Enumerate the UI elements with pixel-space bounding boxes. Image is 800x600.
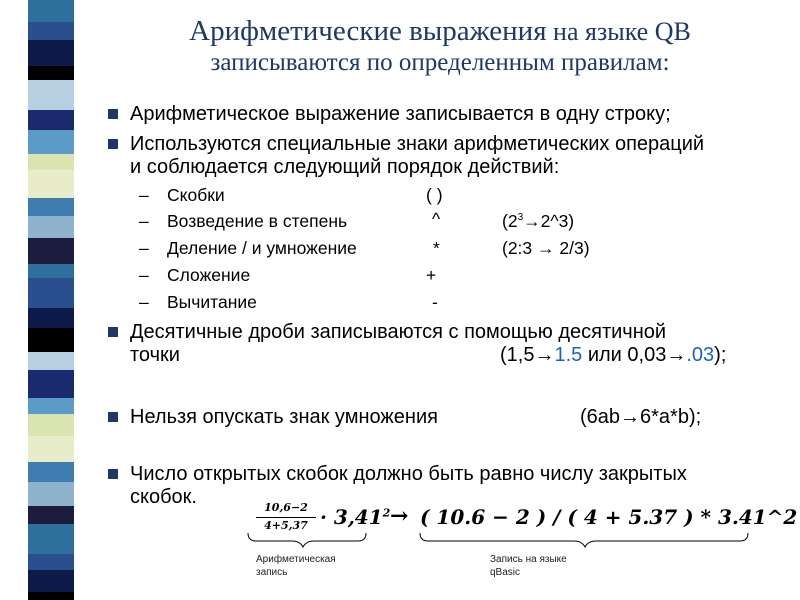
op-name: Вычитание xyxy=(167,292,257,312)
op-symbol: ^ xyxy=(432,209,441,229)
op-name: Скобки xyxy=(167,185,225,205)
caption-math: Арифметическая запись xyxy=(256,554,336,578)
op-symbol: - xyxy=(432,292,438,312)
formula-numerator: 10,6−2 xyxy=(264,501,308,514)
dash-icon: – xyxy=(139,211,149,231)
op-name: Возведение в степень xyxy=(167,211,348,231)
power-example: $(2^3\to 2\^{}3)$ xyxy=(502,211,575,231)
dash-icon: – xyxy=(139,238,149,258)
op-symbol: + xyxy=(426,265,437,285)
op-symbol: ( ) xyxy=(426,185,443,205)
dash-icon: – xyxy=(139,185,149,205)
bullet-text: скобок. xyxy=(130,486,197,508)
op-name: Сложение xyxy=(167,265,251,285)
bullet-text: Десятичные дроби записываются с помощью десятичной xyxy=(130,321,667,343)
formula-denominator: 4+5,37 xyxy=(264,519,308,532)
formula-math-rest: · $3,41^2$ xyxy=(320,505,391,529)
dash-icon: – xyxy=(139,265,149,285)
bullet-text: Число открытых скобок должно быть равно числу закрытых xyxy=(130,463,687,485)
title-bold: Арифметические выражения xyxy=(189,15,547,47)
op-symbol: * xyxy=(433,238,440,258)
bullet-text: и соблюдается следующий порядок действий: xyxy=(130,156,560,178)
formula-qbasic: ( 10.6 − 2 ) / ( 4 + 5.37 ) * 3.41^2 xyxy=(420,505,798,529)
bullet-text: Арифметическое выражение записывается в одну строку; xyxy=(130,103,671,125)
dash-icon: – xyxy=(139,292,149,312)
mult-example: (6ab→6*a*b); xyxy=(580,406,702,428)
title-line2: записываются по определенным правилам: xyxy=(210,49,670,77)
decimal-example: (1,5→1.5 или 0,03→.03); xyxy=(500,344,727,366)
arrow-icon: → xyxy=(390,503,409,529)
bullet-text: Используются специальные знаки арифметических операций xyxy=(130,133,705,155)
divide-example: (2:3 → 2/3) xyxy=(502,238,590,258)
bullet-text: точки xyxy=(130,344,180,366)
caption-qbasic: Запись на языке qBasic xyxy=(490,554,567,578)
title-rest: на языке QB xyxy=(546,17,691,46)
op-name: Деление / и умножение xyxy=(167,238,357,258)
bullet-text: Нельзя опускать знак умножения xyxy=(130,406,438,428)
